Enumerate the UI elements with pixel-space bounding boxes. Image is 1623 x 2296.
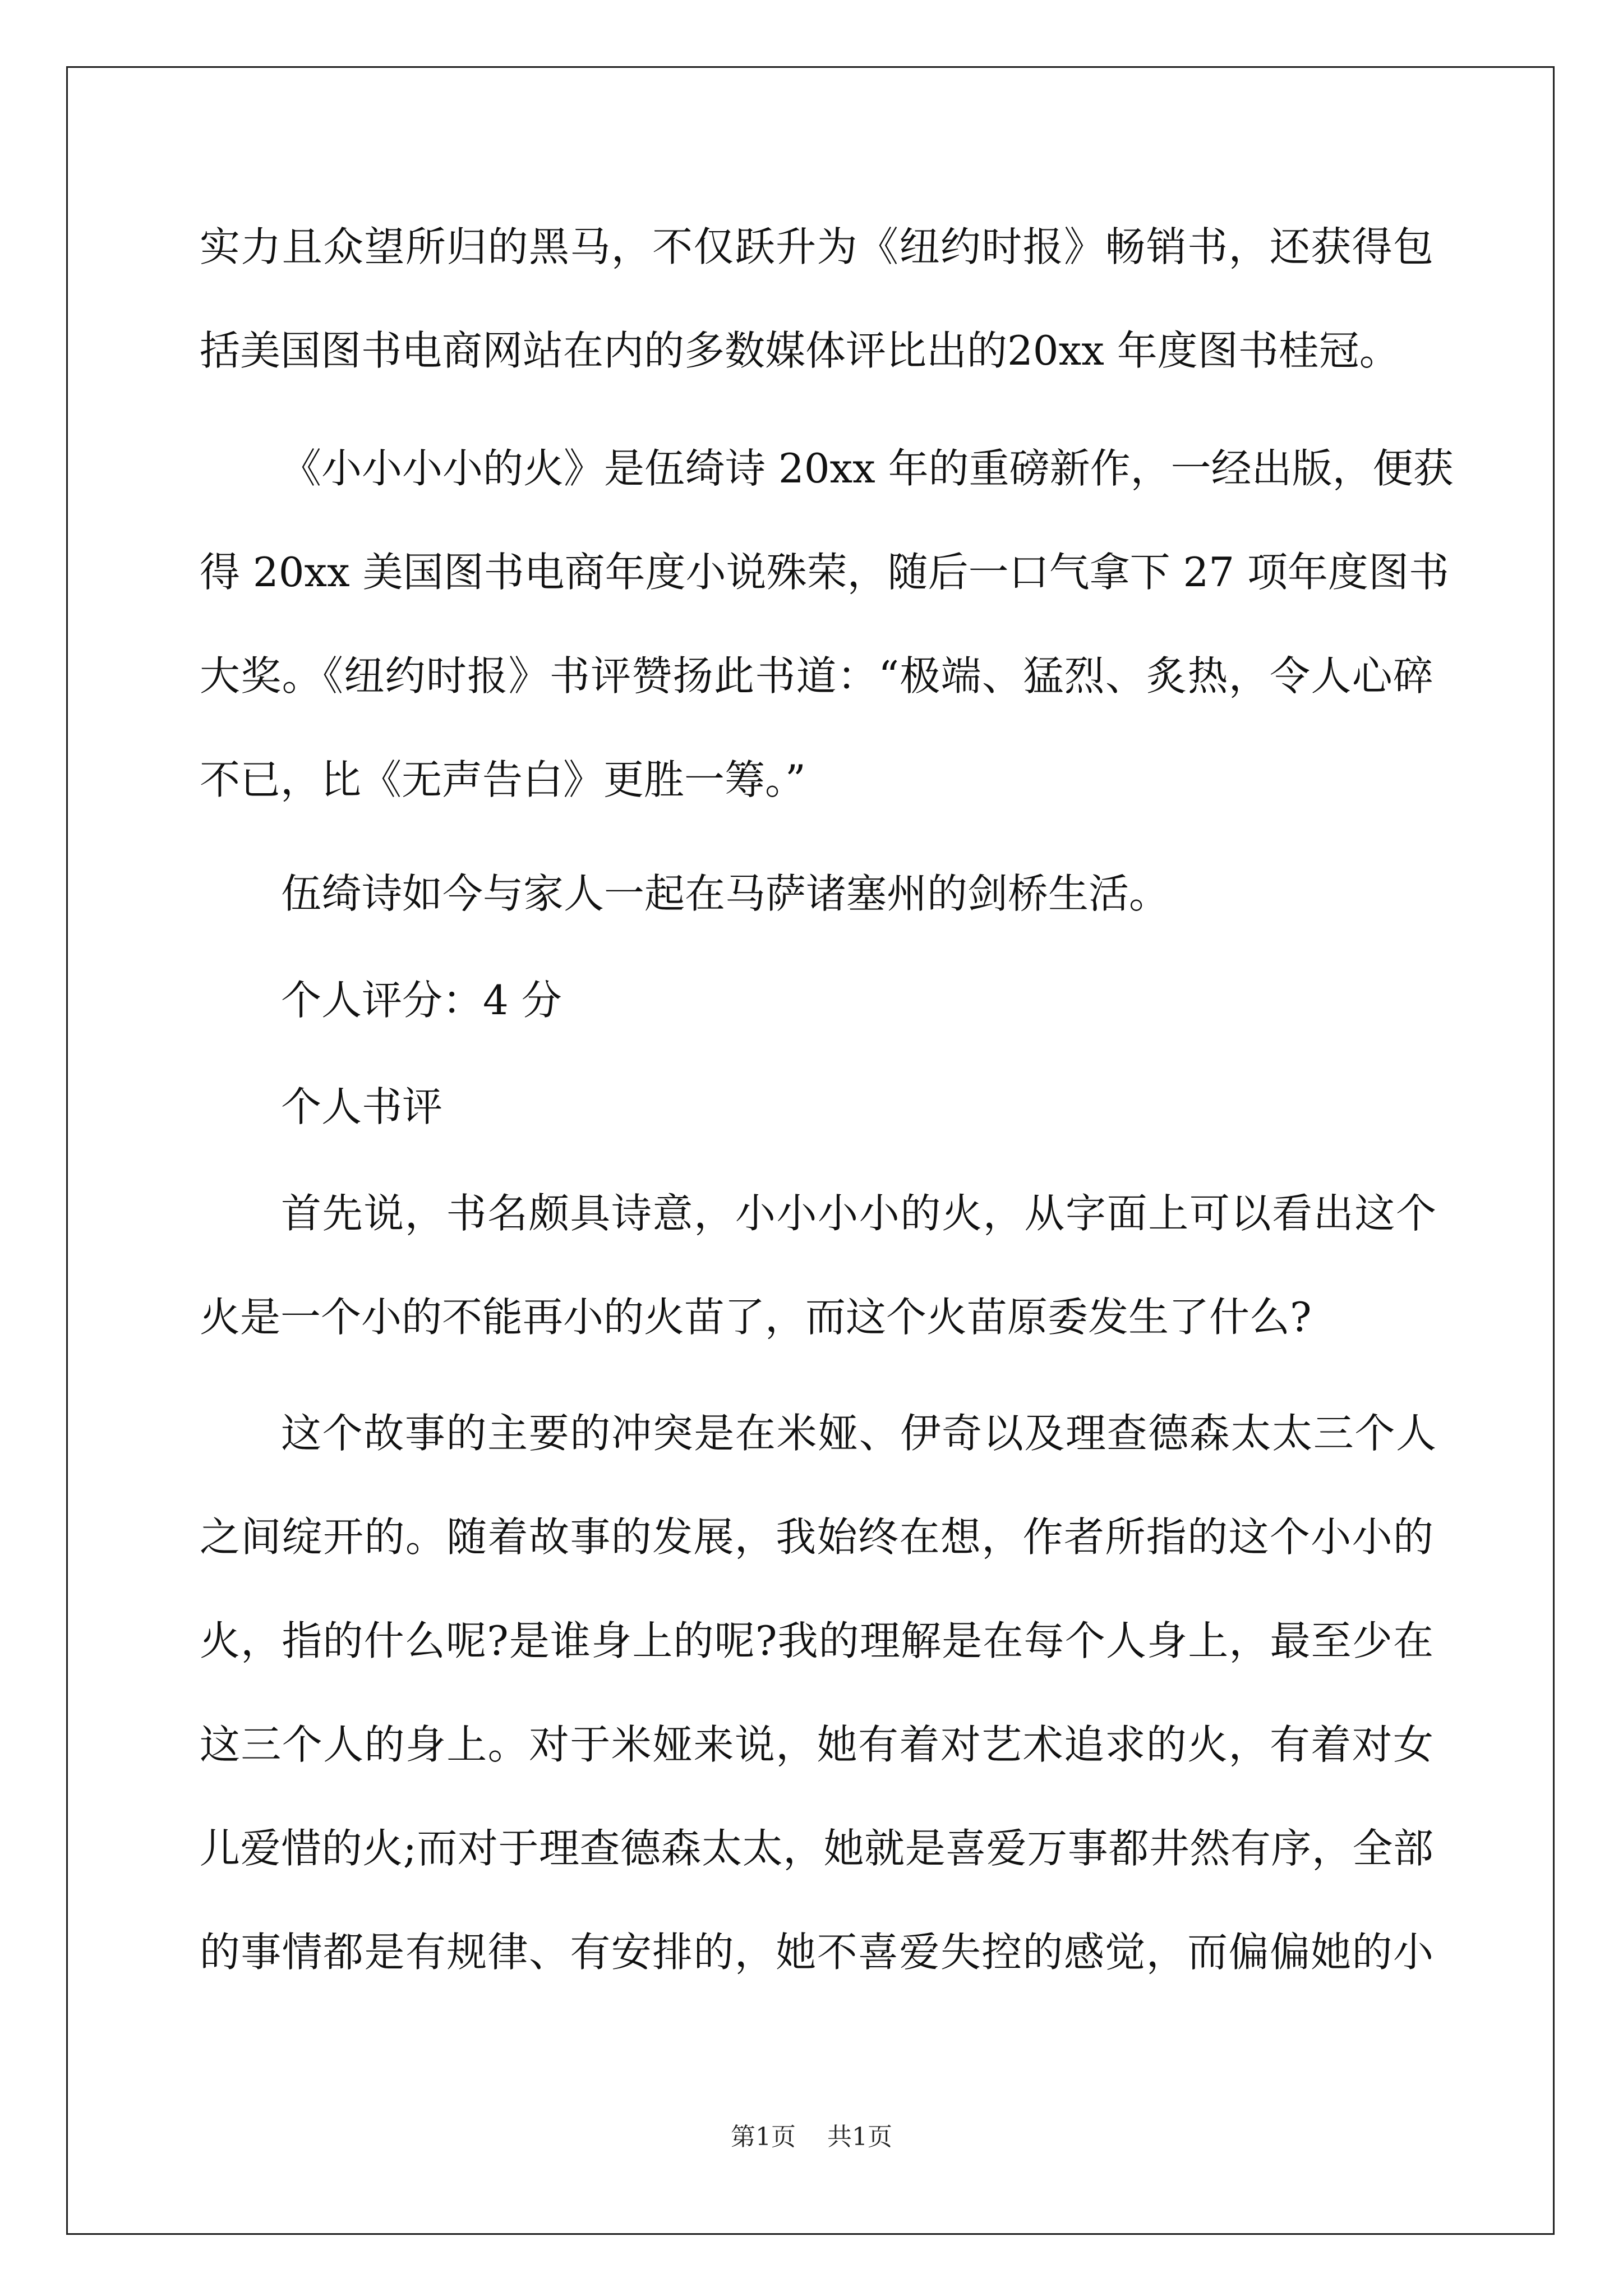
text-line: 伍绮诗如今与家人一起在马萨诸塞州的剑桥生活。 [281, 870, 1170, 917]
text-line: 这三个人的身上。对于米娅来说，她有着对艺术追求的火，有着对女 [200, 1721, 1433, 1768]
text-line: 得 20xx 美国图书电商年度小说殊荣，随后一口气拿下 27 项年度图书 [200, 549, 1449, 596]
text-line: 括美国图书电商网站在内的多数媒体评比出的20xx 年度图书桂冠。 [200, 327, 1400, 374]
text-line: 首先说，书名颇具诗意，小小小小的火，从字面上可以看出这个 [281, 1190, 1436, 1237]
text-line: 不已，比《无声告白》更胜一筹。” [200, 756, 806, 803]
page-footer [0, 2120, 1623, 2154]
text-line: 实力且众望所归的黑马，不仅跃升为《纽约时报》畅销书，还获得包 [200, 223, 1433, 270]
text-line: 这个故事的主要的冲突是在米娅、伊奇以及理查德森太太三个人 [281, 1410, 1436, 1457]
text-line: 《小小小小的火》是伍绮诗 20xx 年的重磅新作，一经出版，便获 [281, 445, 1454, 492]
text-line: 火，指的什么呢?是谁身上的呢?我的理解是在每个人身上，最至少在 [200, 1617, 1433, 1664]
page-total: 共1页 [827, 2123, 892, 2151]
section-heading: 个人书评 [281, 1083, 443, 1130]
rating-line: 个人评分：4 分 [281, 977, 562, 1024]
page-border [66, 66, 1555, 2235]
page-number: 第1页 [731, 2123, 796, 2151]
text-line: 儿爱惜的火;而对于理查德森太太，她就是喜爱万事都井然有序，全部 [200, 1825, 1433, 1872]
text-line: 火是一个小的不能再小的火苗了，而这个火苗原委发生了什么? [200, 1294, 1312, 1341]
text-line: 大奖。《纽约时报》书评赞扬此书道：“极端、猛烈、炙热，令人心碎 [200, 652, 1433, 700]
text-line: 之间绽开的。随着故事的发展，我始终在想，作者所指的这个小小的 [200, 1513, 1433, 1561]
text-line: 的事情都是有规律、有安排的，她不喜爱失控的感觉，而偏偏她的小 [200, 1929, 1433, 1976]
